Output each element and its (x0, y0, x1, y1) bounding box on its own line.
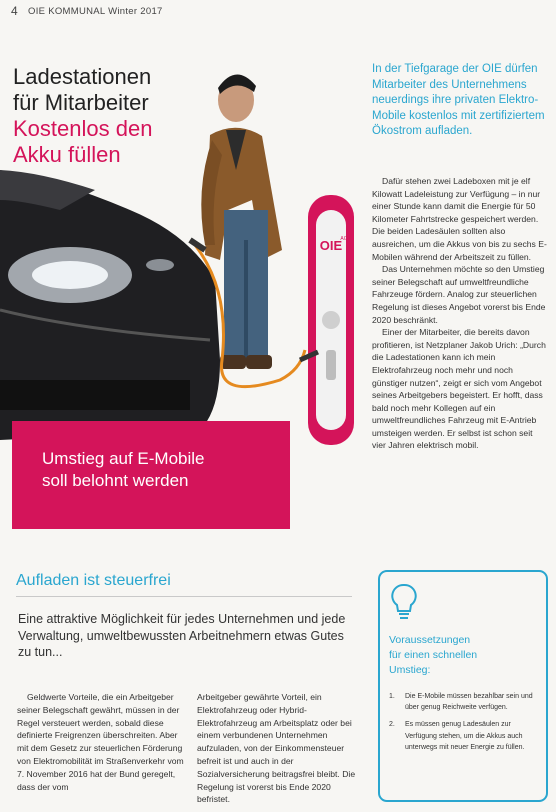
info-list (389, 691, 539, 759)
pull-quote-box (12, 421, 290, 529)
body-paragraph: Dafür stehen zwei Ladeboxen mit je elf Kilowatt Ladeleistung zur Verfügung – in nur einer Stunde kann damit die Energie für 50 Kilometer Fahrtstrecke gespeichert werden. Die beiden Ladesäulen sollten also ausreichen, um die Akkus von bis zu sechs E-Mobilen während der Arbeitszeit zu füllen. (372, 176, 547, 262)
body-paragraph: Das Unternehmen möchte so den Umstieg seiner Belegschaft auf umweltfreundliche Fahrzeuge fördern. Analog zur steuerlichen Regelung ist dieses Angebot vorerst bis Ende 2020 beschränkt. (372, 264, 546, 325)
info-title-line-1: Voraussetzungen (389, 634, 471, 646)
magazine-name: OIE KOMMUNAL (28, 6, 106, 17)
body-text-right (372, 175, 548, 452)
body-paragraph: Einer der Mitarbeiter, die bereits davon profitieren, ist Netzplaner Jakob Urich: „Durch die Ladestationen kann ich mein Elektrofahrzeug noch mehr und noch günstiger nutzen“, zeigt er sich vom Angebot seines Arbeitgebers begeistert. Er hofft, dass bald noch mehr Kollegen auf ein umweltfreundliches Fahrzeug mit E-Antrieb umsteigen werden. Er selbst ist schon seit vier Jahren elektrisch mobil. (372, 327, 546, 451)
title-line-2: für Mitarbeiter (13, 90, 149, 115)
section-heading: Aufladen ist steuerfrei (16, 572, 171, 589)
page-number: 4 (11, 4, 18, 18)
body-column-2: Arbeitgeber gewährte Vorteil, ein Elektrofahrzeug oder Hybrid-Elektrofahrzeug am Arbeitsplatz oder bei einem verbundenen Unternehmen aufzuladen, von der Einkommensteuer befreit ist und auch in der Sozialversicherung beitragsfrei bleibt. Die Regelung ist vorerst bis Ende 2020 befristet. (197, 692, 356, 805)
pull-quote (42, 448, 205, 492)
title-line-1: Ladestationen (13, 64, 152, 89)
pull-quote-line-1: Umstieg auf E-Mobile (42, 449, 205, 468)
pull-quote-line-2: soll belohnt werden (42, 471, 189, 490)
article-subtitle (13, 116, 152, 168)
list-item (389, 691, 539, 713)
info-box-title (389, 633, 529, 678)
title-line-3: Kostenlos den (13, 116, 153, 141)
station-brand: OIE (319, 238, 343, 253)
station-suffix: AG (340, 236, 348, 242)
list-number: 1. (389, 693, 395, 700)
list-item (389, 719, 539, 753)
charging-station (300, 195, 354, 445)
info-title-line-2: für einen schnellen (389, 649, 478, 661)
list-text: Die E-Mobile müssen bezahlbar sein und über genug Reichweite verfügen. (405, 693, 533, 712)
list-text: Es müssen genug Ladesäulen zur Verfügung stehen, um die Akkus auch unterwegs mit neuer Energie zu füllen. (405, 721, 525, 751)
list-number: 2. (389, 721, 395, 729)
info-title-line-3: Umstieg: (389, 664, 431, 676)
section-divider (16, 596, 352, 597)
body-column-1: Geldwerte Vorteile, die ein Arbeitgeber seiner Belegschaft gewährt, müssen in der Regel versteuert werden, sobald diese definierte Freigrenzen überschreiten. Aber mit dem Gesetz zur steuerlichen Förderung von Elektromobilität im Straßenverkehr vom 7. November 2016 hat der Bund geregelt, dass der vom (17, 692, 184, 792)
issue-label: Winter 2017 (108, 6, 163, 17)
lead-paragraph: In der Tiefgarage der OIE dürfen Mitarbeiter des Unternehmens neuerdings ihre privaten Elektro-Mobile kostenlos mit zertifiziertem Ökostrom aufladen. (372, 63, 545, 137)
running-header (28, 6, 163, 17)
lightbulb-icon (389, 582, 419, 622)
section-lead: Eine attraktive Möglichkeit für jedes Unternehmen und jede Verwaltung, umweltbewussten Arbeitnehmern etwas Gutes zu tun... (18, 612, 346, 659)
article-title (13, 64, 151, 116)
title-line-4: Akku füllen (13, 142, 121, 167)
